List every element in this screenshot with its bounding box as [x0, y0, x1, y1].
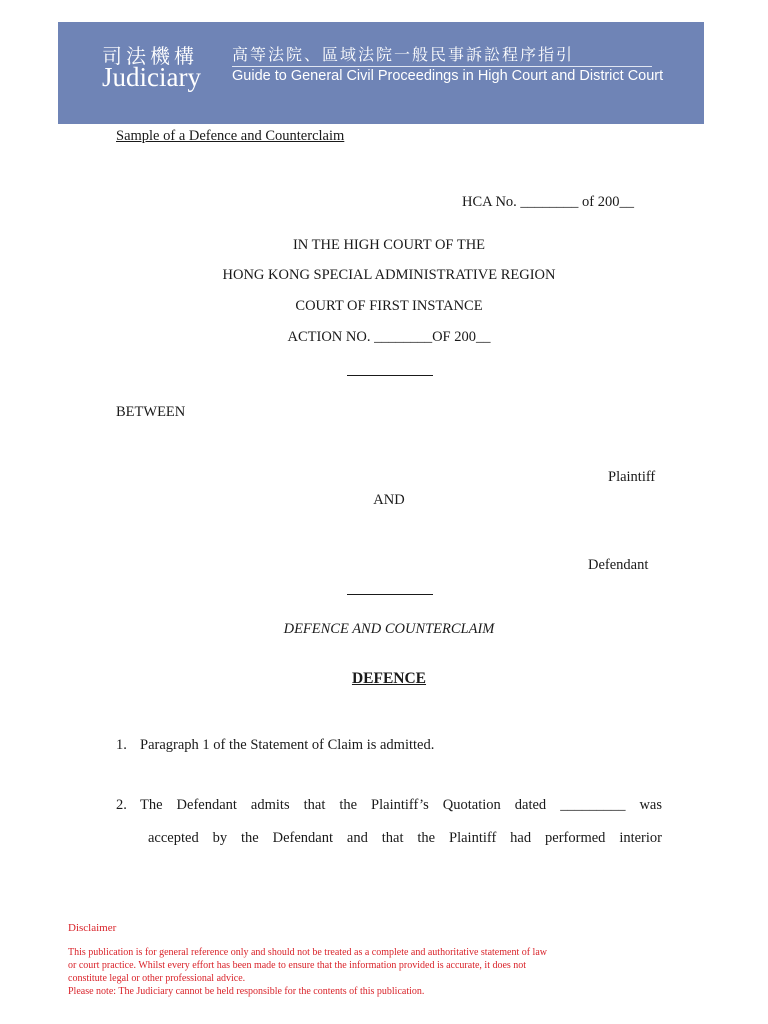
paragraph-2-number: 2.: [116, 797, 127, 813]
document-heading: Sample of a Defence and Counterclaim: [116, 128, 345, 144]
court-line-3: COURT OF FIRST INSTANCE: [295, 298, 483, 314]
and-label: AND: [373, 492, 405, 508]
disclaimer-line-3: constitute legal or other professional advice.: [68, 973, 246, 984]
paragraph-2: [116, 797, 662, 849]
judiciary-logo-english: Judiciary: [102, 62, 201, 92]
banner-divider: [232, 66, 652, 67]
disclaimer-heading: Disclaimer: [68, 922, 117, 934]
disclaimer-line-1: This publication is for general reference only and should not be treated as a complete and authoritative statement of law: [68, 947, 547, 958]
judiciary-logo-chinese: 司法機構: [102, 44, 198, 68]
plaintiff-label: Plaintiff: [608, 469, 656, 485]
between-label: BETWEEN: [116, 404, 186, 420]
paragraph-1-number: 1.: [116, 737, 127, 753]
section-heading-defence: DEFENCE: [351, 670, 427, 687]
header-banner: [58, 22, 704, 124]
document-title: DEFENCE AND COUNTERCLAIM: [283, 621, 495, 637]
guide-title-chinese: 高等法院、區域法院一般民事訴訟程序指引: [232, 45, 575, 64]
paragraph-2-line-2: accepted by the Defendant and that the Plaintiff had performed interior: [148, 830, 662, 846]
court-line-1: IN THE HIGH COURT OF THE: [292, 237, 486, 253]
paragraph-2-line-1: The Defendant admits that the Plaintiff’s Quotation dated _________ was: [140, 797, 662, 813]
paragraph-1-text: Paragraph 1 of the Statement of Claim is admitted.: [140, 737, 435, 753]
disclaimer-line-4: Please note: The Judiciary cannot be held responsible for the contents of this publication.: [68, 986, 425, 997]
paragraph-1: [116, 737, 662, 757]
guide-title-english: Guide to General Civil Proceedings in High Court and District Court: [232, 68, 664, 84]
disclaimer-line-2: or court practice. Whilst every effort has been made to ensure that the information provided is accurate, it does not: [68, 960, 527, 971]
separator-rule-bottom: [347, 594, 433, 595]
hca-number: HCA No. ________ of 200__: [462, 194, 634, 210]
defendant-label: Defendant: [588, 557, 649, 573]
court-line-2: HONG KONG SPECIAL ADMINISTRATIVE REGION: [222, 267, 556, 283]
separator-rule-top: [347, 375, 433, 376]
action-number: ACTION NO. ________OF 200__: [287, 329, 491, 345]
